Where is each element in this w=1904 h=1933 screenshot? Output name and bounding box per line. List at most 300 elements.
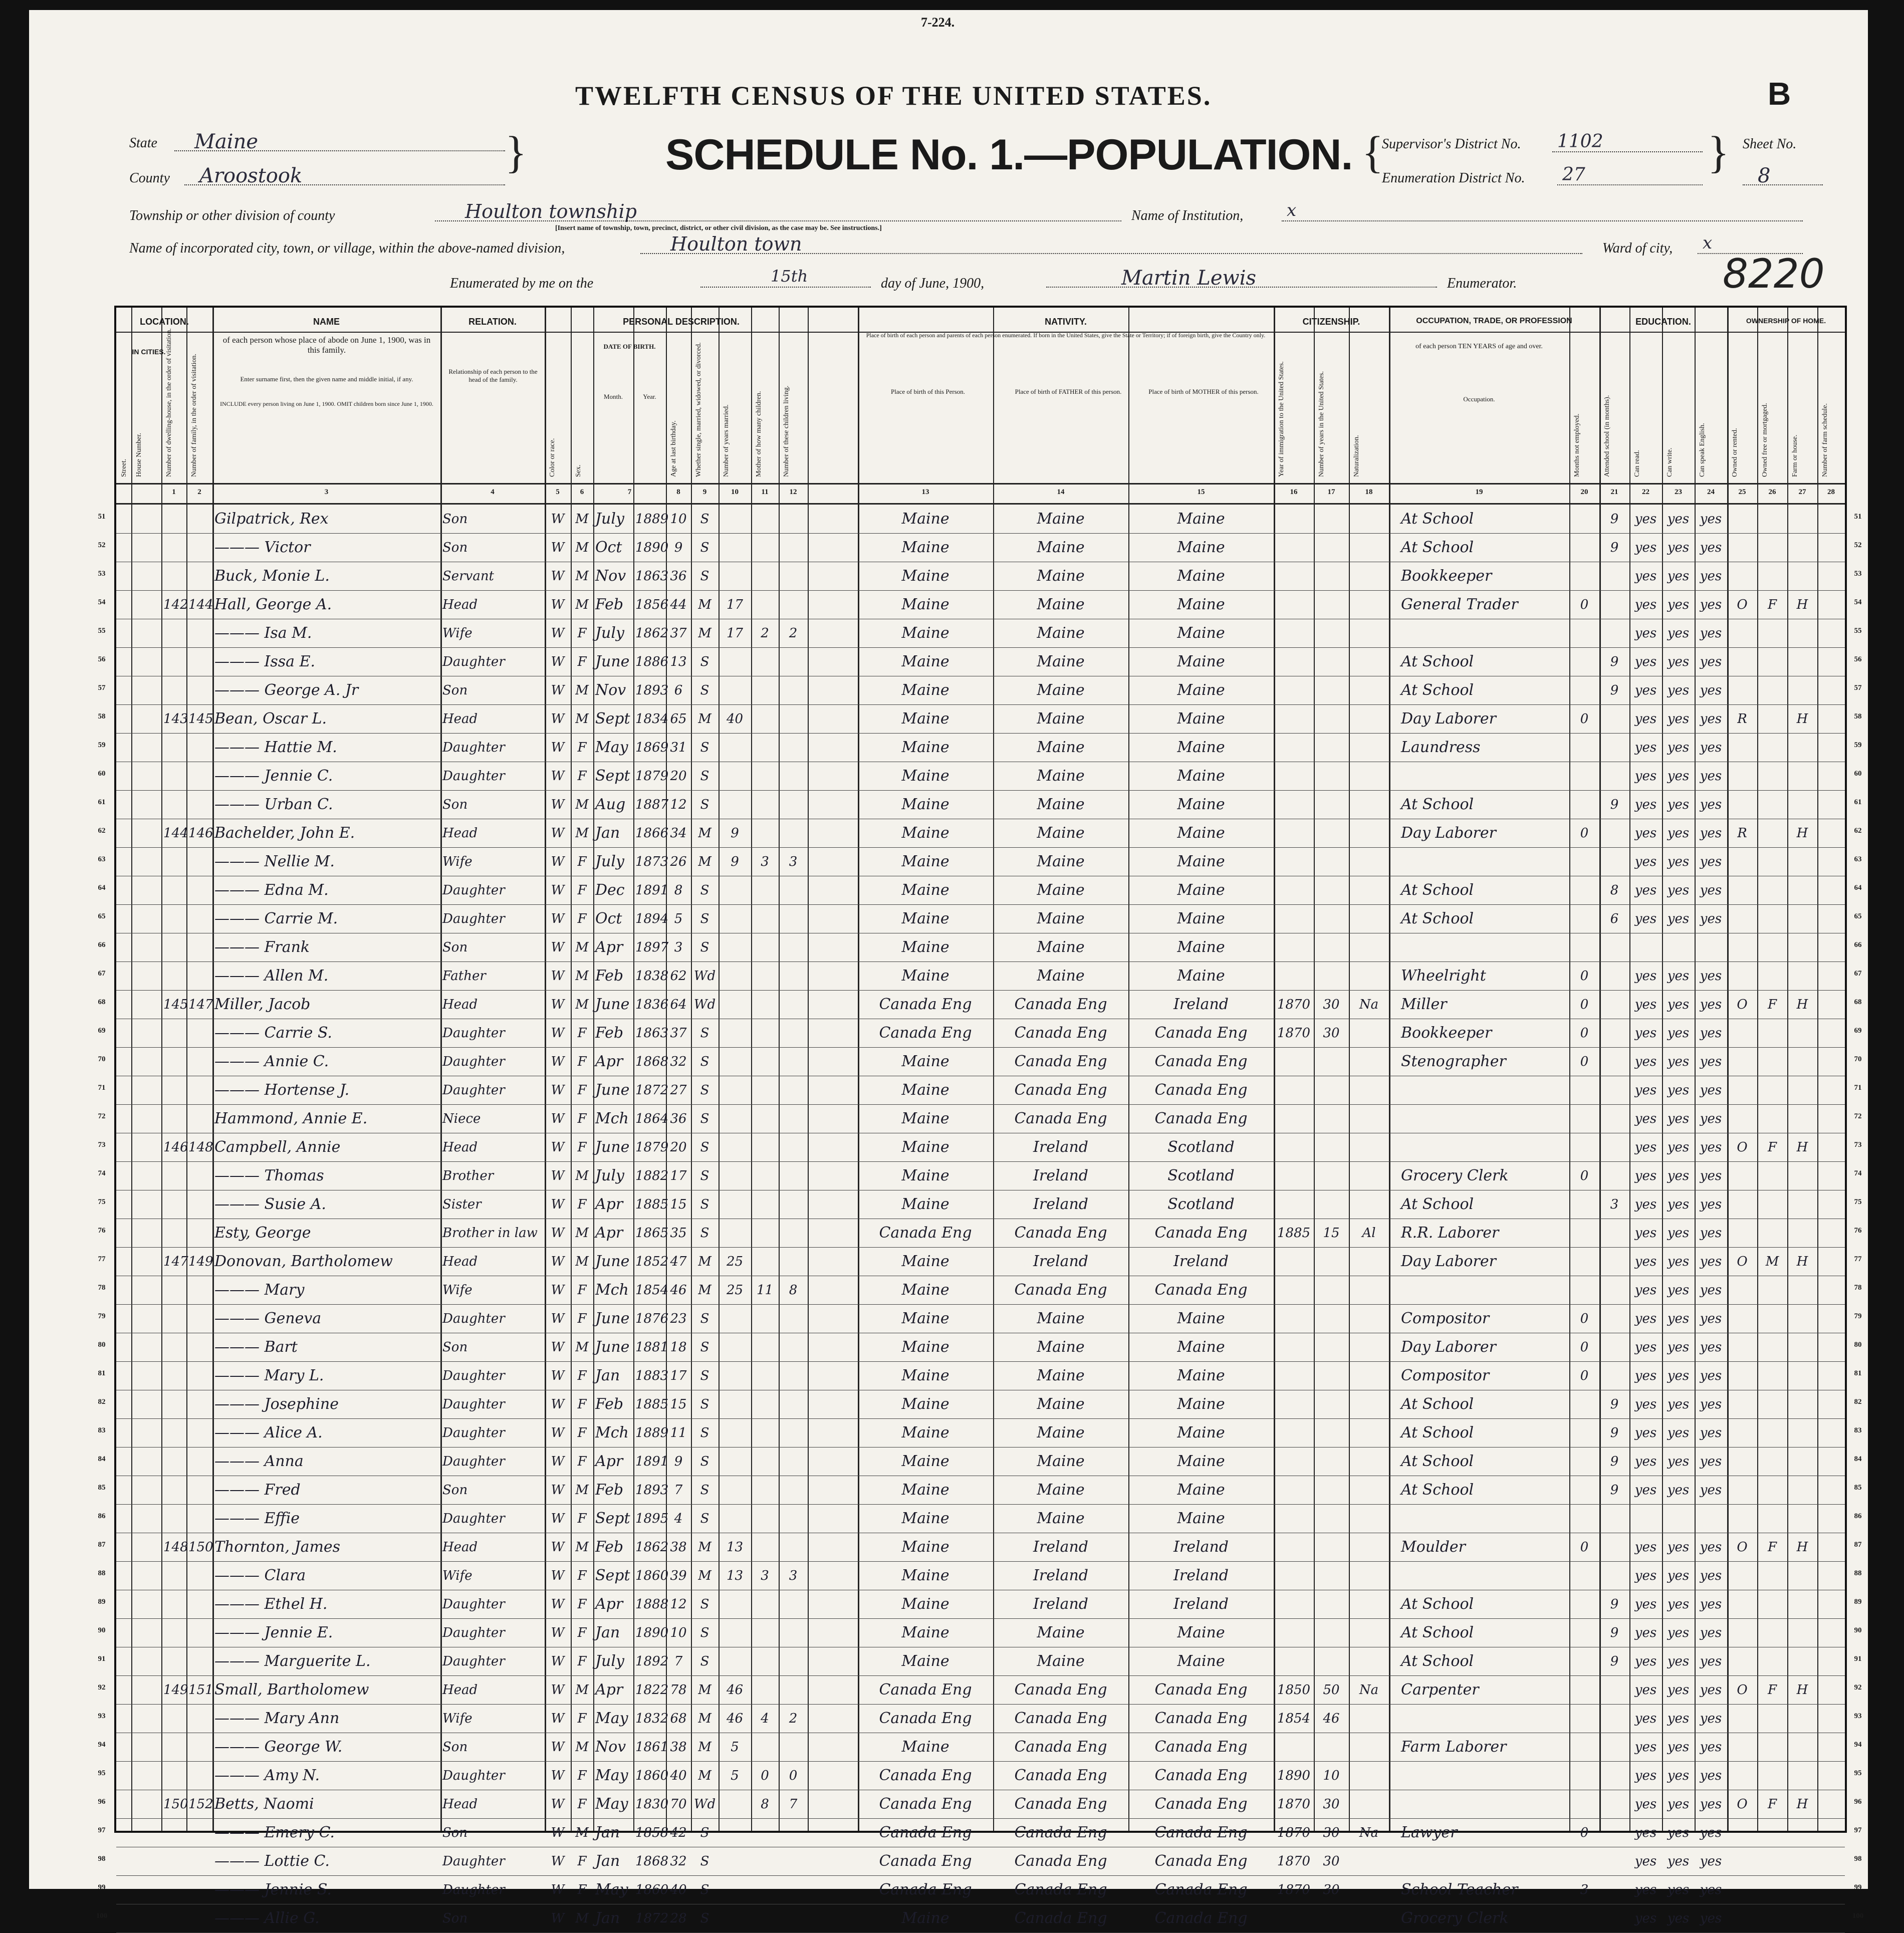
table-row (116, 1219, 1845, 1248)
cell-ym: 5 (731, 1768, 739, 1783)
cell-month: Jan (595, 824, 620, 842)
column-number: 11 (761, 488, 769, 496)
cell-bm: Maine (1177, 1338, 1225, 1356)
cell-yrs: 30 (1323, 1882, 1340, 1897)
cell-month: Apr (595, 1681, 623, 1699)
cell-mar: S (700, 940, 709, 955)
table-row (116, 590, 1845, 619)
line-number: 68 (98, 998, 106, 1006)
table-row (116, 790, 1845, 819)
cell-occ: Bookkeeper (1401, 567, 1492, 585)
line-number: 56 (1854, 655, 1862, 663)
census-title: TWELFTH CENSUS OF THE UNITED STATES. (575, 81, 1212, 111)
cell-mar: S (700, 1340, 709, 1355)
cell-mar: M (698, 597, 711, 612)
cell-sex: M (575, 1226, 589, 1241)
cell-color: W (551, 654, 565, 669)
cell-color: W (551, 1340, 565, 1355)
cell-mar: S (700, 1311, 709, 1326)
cell-bf: Maine (1037, 1395, 1085, 1413)
cell-bp: Canada Eng (879, 1824, 972, 1841)
cell-name: ——— Issa E. (214, 653, 316, 670)
table-row (116, 1019, 1845, 1048)
cell-year: 1893 (635, 683, 669, 698)
line-number: 78 (1854, 1284, 1862, 1292)
cell-year: 1834 (635, 711, 669, 727)
township-field (435, 200, 1121, 221)
cell-sex: M (575, 1682, 589, 1698)
cell-rel: Son (442, 940, 468, 955)
table-row (116, 1647, 1845, 1676)
cell-age: 35 (670, 1226, 687, 1241)
cell-month: Feb (595, 1538, 624, 1556)
table-row (116, 1790, 1845, 1819)
cell-month: Aug (595, 796, 626, 813)
cell-occ: Compositor (1401, 1367, 1490, 1384)
cell-occ: At School (1401, 1481, 1474, 1499)
cell-read: yes (1634, 1882, 1657, 1897)
cell-bp: Maine (901, 1367, 949, 1384)
cell-rel: Head (442, 711, 478, 727)
column-number: 28 (1827, 488, 1835, 496)
ward-value: x (1703, 233, 1713, 253)
cell-month: Apr (595, 1453, 623, 1470)
cell-rel: Daughter (442, 1882, 505, 1897)
cell-write: yes (1667, 797, 1690, 812)
cell-month: Feb (595, 596, 624, 613)
table-row (116, 676, 1845, 705)
cell-eng: yes (1700, 1825, 1722, 1840)
table-row (116, 704, 1845, 734)
cell-rel: Son (442, 1911, 468, 1926)
cell-bm: Maine (1177, 739, 1225, 756)
cell-read: yes (1634, 1226, 1657, 1241)
cell-bf: Maine (1037, 710, 1085, 728)
cell-rel: Son (442, 1740, 468, 1755)
cell-year: 1862 (635, 626, 669, 641)
left-brace: } (505, 128, 527, 177)
cell-rel: Wife (442, 854, 472, 869)
cell-year: 1822 (635, 1682, 669, 1698)
cell-read: yes (1634, 1368, 1657, 1383)
line-number: 77 (98, 1255, 106, 1263)
cell-bf: Canada Eng (1014, 1767, 1107, 1784)
cell-bp: Maine (901, 1453, 949, 1470)
cell-age: 34 (670, 826, 687, 841)
cell-mar: M (698, 1540, 711, 1555)
cell-eng: yes (1700, 626, 1722, 641)
table-row (116, 904, 1845, 933)
cell-name: ——— Mary Ann (214, 1710, 340, 1727)
cell-age: 8 (674, 883, 683, 898)
cell-age: 11 (670, 1425, 687, 1440)
cell-bp: Maine (901, 739, 949, 756)
institution-value: x (1287, 200, 1297, 220)
cell-rel: Son (442, 540, 468, 555)
table-row (116, 1675, 1845, 1705)
cell-ym: 9 (731, 854, 739, 869)
cell-bm: Canada Eng (1154, 1681, 1248, 1699)
cell-yrs: 50 (1323, 1682, 1340, 1698)
cell-color: W (551, 1768, 565, 1783)
citizenship-header: CITIZENSHIP. (1302, 317, 1360, 327)
cell-year: 1885 (635, 1397, 669, 1412)
cell-sex: F (577, 740, 587, 755)
cell-liv: 7 (789, 1797, 798, 1812)
line-number: 73 (98, 1141, 106, 1149)
cell-bp: Maine (901, 881, 949, 899)
cell-bm: Ireland (1173, 1253, 1229, 1270)
line-number: 54 (98, 598, 106, 606)
cell-write: yes (1667, 1054, 1690, 1069)
line-number: 63 (98, 855, 106, 863)
dwelling-no-header: Number of dwelling-house, in the order of visitation. (165, 328, 173, 477)
cell-year: 1887 (635, 797, 669, 812)
cell-age: 7 (674, 1654, 683, 1669)
cell-occ: Bookkeeper (1401, 1024, 1492, 1042)
cell-mar: M (698, 826, 711, 841)
cell-fam: 146 (188, 826, 213, 841)
county-value: Aroostook (199, 164, 303, 187)
cell-fam: 145 (188, 711, 213, 727)
cell-eng: yes (1700, 769, 1722, 784)
cell-liv: 0 (789, 1768, 798, 1783)
cell-name: Small, Bartholomew (214, 1681, 369, 1699)
cell-bf: Ireland (1033, 1253, 1088, 1270)
cell-rel: Head (442, 1540, 478, 1555)
table-row (116, 1476, 1845, 1505)
cell-own: O (1737, 1797, 1748, 1812)
cell-bp: Maine (901, 1195, 949, 1213)
cell-month: May (595, 1767, 628, 1784)
cell-rel: Daughter (442, 1368, 505, 1383)
cell-sex: F (577, 911, 587, 926)
cell-own: R (1737, 711, 1747, 727)
cell-read: yes (1634, 1197, 1657, 1212)
relation-description: Relationship of each person to the head of the family. (448, 368, 538, 383)
cell-age: 78 (670, 1682, 687, 1698)
months-not-employed-header: Months not employed. (1573, 413, 1581, 477)
cell-sex: F (577, 1197, 587, 1212)
cell-eng: yes (1700, 826, 1722, 841)
cell-bm: Maine (1177, 624, 1225, 642)
cell-bf: Maine (1037, 881, 1085, 899)
cell-year: 1888 (635, 1597, 669, 1612)
cell-occ: Farm Laborer (1401, 1738, 1507, 1756)
cell-mar: S (700, 512, 709, 527)
column-number: 22 (1642, 488, 1649, 496)
cell-ym: 46 (726, 1682, 744, 1698)
cell-month: June (595, 1081, 630, 1099)
cell-rel: Son (442, 1825, 468, 1840)
cell-age: 27 (670, 1083, 687, 1098)
cell-rel: Son (442, 683, 468, 698)
cell-bf: Canada Eng (1014, 1053, 1107, 1070)
cell-color: W (551, 997, 565, 1012)
cell-sex: F (577, 1768, 587, 1783)
cell-bp: Maine (901, 653, 949, 670)
population-table (114, 306, 1847, 1927)
cell-rel: Daughter (442, 1054, 505, 1069)
cell-mar: M (698, 1568, 711, 1583)
cell-sex: F (577, 626, 587, 641)
cell-occ: At School (1401, 796, 1474, 813)
line-number: 95 (1854, 1769, 1862, 1777)
cell-month: Jan (595, 1852, 620, 1870)
cell-imm: 1870 (1277, 997, 1311, 1012)
cell-name: Buck, Monie L. (214, 567, 330, 585)
cell-write: yes (1667, 883, 1690, 898)
cell-color: W (551, 512, 565, 527)
cell-eng: yes (1700, 1654, 1722, 1669)
cell-eng: yes (1700, 654, 1722, 669)
cell-bp: Maine (901, 767, 949, 785)
line-number: 88 (98, 1569, 106, 1577)
cell-age: 17 (670, 1368, 687, 1383)
cell-dw: 149 (163, 1682, 188, 1698)
cell-color: W (551, 1597, 565, 1612)
cell-eng: yes (1700, 740, 1722, 755)
line-number: 55 (1854, 627, 1862, 635)
cell-color: W (551, 1083, 565, 1098)
enumerator-name: Martin Lewis (1121, 267, 1257, 290)
cell-read: yes (1634, 1911, 1657, 1926)
cell-ym: 13 (726, 1540, 744, 1555)
enum-day-field (700, 267, 871, 288)
cell-year: 1858 (635, 1825, 669, 1840)
table-row (116, 1133, 1845, 1162)
cell-att: 9 (1610, 683, 1619, 698)
cell-bm: Maine (1177, 1481, 1225, 1499)
cell-color: W (551, 911, 565, 926)
cell-eng: yes (1700, 1854, 1722, 1869)
cell-name: Miller, Jacob (214, 996, 311, 1013)
cell-year: 1854 (635, 1283, 669, 1298)
cell-fh: H (1796, 1540, 1808, 1555)
cell-write: yes (1667, 1168, 1690, 1183)
cell-mo: 11 (756, 1283, 774, 1298)
cell-color: W (551, 597, 565, 612)
cell-year: 1872 (635, 1083, 669, 1098)
cell-occ: At School (1401, 1595, 1474, 1613)
cell-rel: Daughter (442, 883, 505, 898)
line-number: 53 (98, 570, 106, 578)
cell-mar: S (700, 1454, 709, 1469)
cell-sex: F (577, 1882, 587, 1897)
line-number: 58 (98, 712, 106, 720)
cell-rel: Daughter (442, 654, 505, 669)
cell-bp: Maine (901, 824, 949, 842)
cell-bf: Maine (1037, 739, 1085, 756)
line-number: 82 (98, 1398, 106, 1406)
line-number: 63 (1854, 855, 1862, 863)
cell-bm: Canada Eng (1154, 1881, 1248, 1898)
cell-bm: Canada Eng (1154, 1053, 1248, 1070)
cell-bp: Maine (901, 1595, 949, 1613)
cell-ym: 40 (726, 711, 744, 727)
line-number: 97 (1854, 1826, 1862, 1834)
cell-name: ——— Frank (214, 938, 310, 956)
cell-age: 68 (670, 1711, 687, 1726)
line-number: 98 (1854, 1855, 1862, 1863)
cell-sex: F (577, 1026, 587, 1041)
column-number: 15 (1197, 488, 1205, 496)
cell-write: yes (1667, 1597, 1690, 1612)
table-row (116, 1561, 1845, 1590)
cell-color: W (551, 1654, 565, 1669)
cell-yrs: 10 (1323, 1768, 1340, 1783)
cell-sex: F (577, 1454, 587, 1469)
cell-color: W (551, 797, 565, 812)
cell-bf: Maine (1037, 1624, 1085, 1641)
line-number: 99 (1854, 1883, 1862, 1891)
line-number: 87 (98, 1541, 106, 1549)
cell-color: W (551, 1540, 565, 1555)
cell-bp: Maine (901, 1424, 949, 1441)
cell-occ: At School (1401, 1624, 1474, 1641)
cell-month: Oct (595, 539, 622, 556)
cell-color: W (551, 1140, 565, 1155)
cell-sex: F (577, 1083, 587, 1098)
cell-year: 1832 (635, 1711, 669, 1726)
cell-eng: yes (1700, 1483, 1722, 1498)
cell-bf: Canada Eng (1014, 1110, 1107, 1127)
education-header: EDUCATION. (1635, 317, 1691, 327)
cell-bf: Maine (1037, 510, 1085, 528)
right-brace-open: { (1362, 128, 1384, 177)
cell-eng: yes (1700, 1254, 1722, 1269)
cell-name: ——— Fred (214, 1481, 301, 1499)
marital-header: Whether single, married, widowed, or divorced. (695, 342, 702, 477)
cell-mar: S (700, 1654, 709, 1669)
cell-bf: Maine (1037, 653, 1085, 670)
cell-write: yes (1667, 1740, 1690, 1755)
cell-color: W (551, 626, 565, 641)
cell-bp: Maine (901, 1481, 949, 1499)
cell-rel: Head (442, 826, 478, 841)
cell-write: yes (1667, 1882, 1690, 1897)
cell-year: 1852 (635, 1254, 669, 1269)
cell-name: ——— Isa M. (214, 624, 312, 642)
cell-bp: Canada Eng (879, 1852, 972, 1870)
cell-age: 39 (670, 1568, 687, 1583)
cell-bf: Canada Eng (1014, 1824, 1107, 1841)
cell-rel: Son (442, 512, 468, 527)
cell-bf: Maine (1037, 824, 1085, 842)
cell-occ: At School (1401, 510, 1474, 528)
cell-color: W (551, 940, 565, 955)
cell-mne: 0 (1580, 997, 1589, 1012)
cell-imm: 1870 (1277, 1825, 1311, 1840)
cell-age: 13 (670, 654, 687, 669)
sheet-label: Sheet No. (1743, 136, 1797, 152)
cell-mar: S (700, 1168, 709, 1183)
cell-mo: 8 (761, 1797, 769, 1812)
cell-write: yes (1667, 1654, 1690, 1669)
cell-sex: F (577, 769, 587, 784)
cell-bp: Canada Eng (879, 1224, 972, 1242)
cell-year: 1869 (635, 740, 669, 755)
cell-rel: Daughter (442, 1511, 505, 1526)
cell-year: 1881 (635, 1340, 669, 1355)
cell-sex: F (577, 1283, 587, 1298)
cell-write: yes (1667, 969, 1690, 984)
cell-year: 1886 (635, 654, 669, 669)
table-row (116, 1276, 1845, 1305)
cell-eng: yes (1700, 1768, 1722, 1783)
cell-bm: Ireland (1173, 996, 1229, 1013)
line-number: 87 (1854, 1541, 1862, 1549)
cell-eng: yes (1700, 1397, 1722, 1412)
cell-yrs: 30 (1323, 1854, 1340, 1869)
cell-mne: 0 (1580, 1540, 1589, 1555)
line-number: 61 (1854, 798, 1862, 806)
cell-name: ——— Jennie E. (214, 1624, 333, 1641)
line-number: 93 (98, 1712, 106, 1720)
cell-rel: Daughter (442, 1083, 505, 1098)
cell-age: 62 (670, 969, 687, 984)
cell-age: 65 (670, 711, 687, 727)
cell-bm: Maine (1177, 596, 1225, 613)
line-number: 100 (1852, 1912, 1864, 1920)
cell-color: W (551, 1483, 565, 1498)
cell-color: W (551, 1511, 565, 1526)
cell-month: Dec (595, 881, 625, 899)
cell-write: yes (1667, 1682, 1690, 1698)
cell-read: yes (1634, 1740, 1657, 1755)
cell-age: 4 (674, 1511, 683, 1526)
cell-month: Feb (595, 1481, 624, 1499)
can-write-header: Can write. (1666, 447, 1674, 477)
line-number: 95 (98, 1769, 106, 1777)
column-number: 27 (1798, 488, 1806, 496)
cell-age: 38 (670, 1740, 687, 1755)
line-number: 86 (98, 1512, 106, 1520)
cell-bm: Maine (1177, 881, 1225, 899)
table-row (116, 1504, 1845, 1533)
cell-write: yes (1667, 1254, 1690, 1269)
line-number: 55 (98, 627, 106, 635)
cell-name: ——— Josephine (214, 1395, 339, 1413)
cell-color: W (551, 540, 565, 555)
cell-write: yes (1667, 1226, 1690, 1241)
line-number: 80 (1854, 1341, 1862, 1349)
cell-read: yes (1634, 1597, 1657, 1612)
cell-rel: Head (442, 1797, 478, 1812)
cell-rel: Daughter (442, 740, 505, 755)
cell-year: 1865 (635, 1226, 669, 1241)
line-number: 86 (1854, 1512, 1862, 1520)
cell-write: yes (1667, 1483, 1690, 1498)
cell-month: July (595, 1652, 624, 1670)
cell-bp: Maine (901, 910, 949, 927)
cell-yrs: 15 (1323, 1226, 1340, 1241)
cell-name: ——— Alice A. (214, 1424, 323, 1441)
cell-name: ——— Jennie S. (214, 1881, 332, 1898)
cell-read: yes (1634, 1768, 1657, 1783)
cell-att: 9 (1610, 1625, 1619, 1640)
line-number: 72 (98, 1112, 106, 1120)
township-note: [Insert name of township, town, precinct, district, or other civil division, as the case may be. See instructions.] (555, 224, 882, 232)
cell-month: Jan (595, 1367, 620, 1384)
cell-rel: Daughter (442, 1597, 505, 1612)
cell-read: yes (1634, 997, 1657, 1012)
cell-write: yes (1667, 911, 1690, 926)
owned-rented-header: Owned or rented. (1731, 428, 1739, 477)
cell-mar: Wd (693, 1797, 716, 1812)
location-header: LOCATION. (140, 317, 189, 327)
cell-mne: 0 (1580, 597, 1589, 612)
